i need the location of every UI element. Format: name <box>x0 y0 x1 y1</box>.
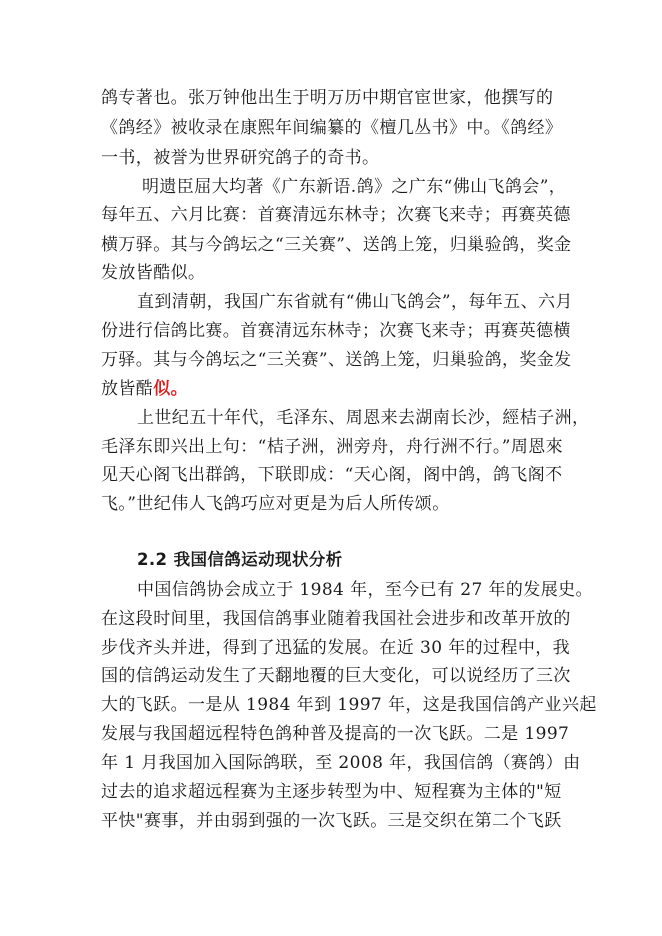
highlighted-text: 似。 <box>153 379 189 399</box>
p1-line-3: 一书，被誉为世界研究鸽子的奇书。 <box>101 148 380 168</box>
p3-line-2: 份进行信鸽比赛。首赛清远东林寺；次赛飞来寺；再赛英德横 <box>101 321 571 341</box>
section-line-3: 步伐齐头并进，得到了迅猛的发展。在近 30 年的过程中，我 <box>101 638 571 658</box>
section-line-5: 大的飞跃。一是从 1984 年到 1997 年，这是我国信鸽产业兴起 <box>101 695 597 715</box>
p4-line-4: 飞。”世纪伟人飞鸽巧应对更是为后人所传颂。 <box>101 494 450 514</box>
p2-line-4: 发放皆酷似。 <box>101 263 206 283</box>
p1-line-2: 《鸽经》被收录在康熙年间编纂的《檀几丛书》中。《鸽经》 <box>101 118 563 138</box>
p4-line-2: 毛泽东即兴出上句：“桔子洲，洲旁舟，舟行洲不行。”周恩來 <box>101 437 564 457</box>
section-line-6: 发展与我国超远程特色鸽种普及提高的一次飞跃。二是 1997 <box>101 724 570 744</box>
section-line-8: 过去的追求超远程赛为主逐步转型为中、短程赛为主体的"短 <box>101 782 562 802</box>
p4-line-3: 见天心阁飞出群鸽，下联即成：“天心阁，阁中鸽，鸽飞阁不 <box>101 465 563 485</box>
section-line-9: 平快"赛事，并由弱到强的一次飞跃。三是交织在第二个飞跃 <box>101 811 562 831</box>
p2-line-2: 每年五、六月比赛：首赛清远东林寺；次赛飞来寺；再赛英德 <box>101 205 571 225</box>
p2-line-3: 横万驿。其与今鸽坛之“三关赛”、送鸽上笼，归巢验鸽，奖金 <box>101 235 572 255</box>
p2-line-1: 明遗臣屈大均著《广东新语.鸽》之广东“佛山飞鸽会”， <box>142 177 567 197</box>
p3-line-3: 万驿。其与今鸽坛之“三关赛”、送鸽上笼，归巢验鸽，奖金发 <box>101 350 572 370</box>
p3-line-4-text: 放皆酷 <box>101 379 154 399</box>
p1-line-1: 鸽专著也。张万钟他出生于明万历中期官宦世家，他撰写的 <box>101 88 554 108</box>
p3-line-4 <box>101 379 188 399</box>
section-line-1: 中国信鸽协会成立于 1984 年，至今已有 27 年的发展史。 <box>137 580 593 600</box>
section-line-7: 年 1 月我国加入国际鸽联，至 2008 年，我国信鸽（赛鸽）由 <box>101 753 581 773</box>
section-line-2: 在这段时间里，我国信鸽事业随着我国社会进步和改革开放的 <box>101 609 571 629</box>
section-line-4: 国的信鸽运动发生了天翻地覆的巨大变化，可以说经历了三次 <box>101 666 571 686</box>
p4-line-1: 上世纪五十年代，毛泽东、周恩来去湖南长沙，經桔子洲， <box>137 408 590 428</box>
section-heading: 2.2 我国信鸽运动现状分析 <box>137 550 343 569</box>
p3-line-1: 直到清朝，我国广东省就有“佛山飞鸽会”，每年五、六月 <box>137 292 573 312</box>
